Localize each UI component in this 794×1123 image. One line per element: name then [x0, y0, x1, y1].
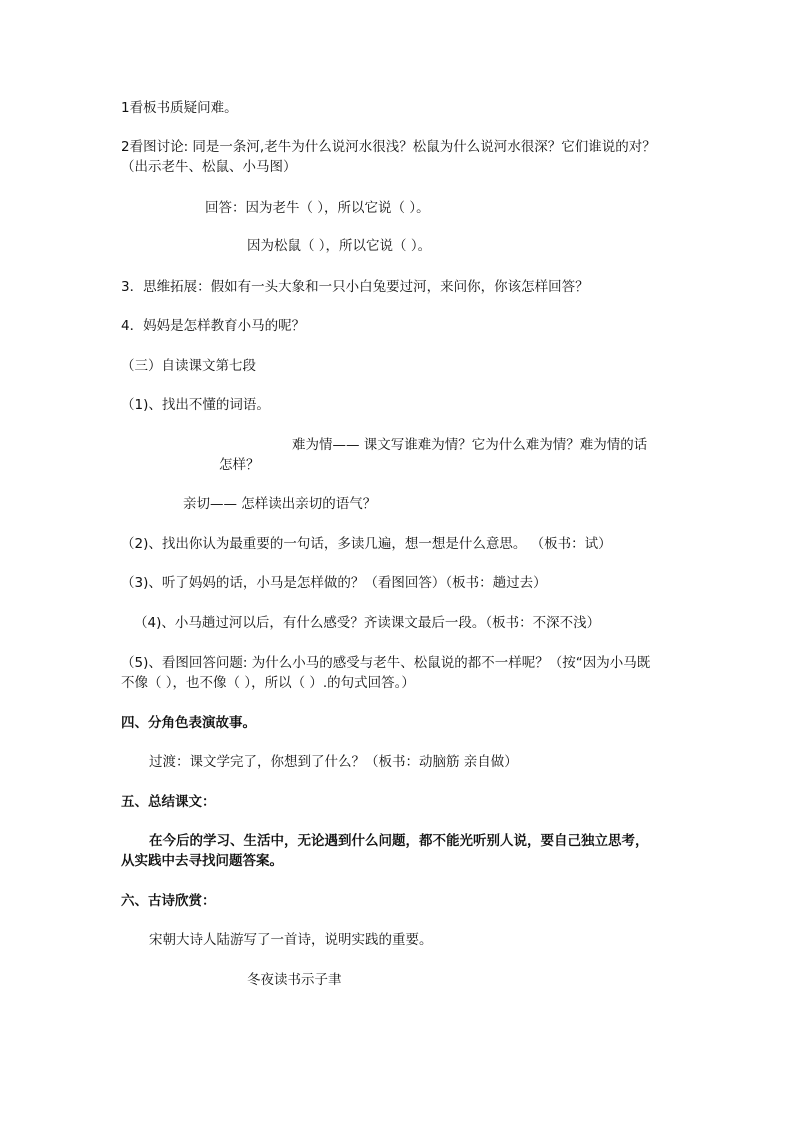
- sub-3-line: （3)、听了妈妈的话，小马是怎样做的？（看图回答）（板书：趟过去）: [121, 575, 547, 591]
- sub-2-line: （2)、找出你认为最重要的一句话，多读几遍，想一想是什么意思。 （板书：试）: [121, 536, 612, 552]
- sub-5-continuation: 不像（ ），也不像（ ），所以（ ）.的句式回答。）: [121, 675, 415, 691]
- answer-squirrel-line: 因为松鼠（ ），所以它说（ ）。: [247, 238, 432, 254]
- transition-line: 过渡：课文学完了，你想到了什么？（板书：动脑筋 亲自做）: [149, 754, 518, 770]
- poem-intro-line: 宋朝大诗人陆游写了一首诗，说明实践的重要。: [149, 932, 433, 948]
- summary-line-2: 从实践中去寻找问题答案。: [121, 853, 283, 869]
- step-3-line: 3．思维拓展：假如有一头大象和一只小白兔要过河，来问你，你该怎样回答？: [121, 279, 589, 295]
- step-4-line: 4．妈妈是怎样教育小马的呢？: [121, 318, 306, 334]
- poem-title-line: 冬夜读书示子聿: [247, 972, 342, 988]
- section-5-heading: 五、总结课文：: [121, 794, 216, 810]
- answer-ox-line: 回答：因为老牛（ ），所以它说（ ）。: [205, 200, 430, 216]
- kind-term-line: 亲切—— 怎样读出亲切的语气？: [183, 496, 377, 512]
- step-1-line: 1看板书质疑问难。: [121, 100, 238, 116]
- sub-1-line: （1)、找出不懂的词语。: [121, 397, 270, 413]
- sub-4-line: （4)、小马趟过河以后，有什么感受？齐读课文最后一段。（板书：不深不浅）: [134, 615, 601, 631]
- embarrassed-term-continuation: 怎样？: [219, 457, 260, 473]
- section-4-heading: 四、分角色表演故事。: [121, 715, 256, 731]
- embarrassed-term-line: 难为情—— 课文写谁难为情？它为什么难为情？难为情的话: [292, 437, 648, 453]
- summary-line-1: 在今后的学习、生活中，无论遇到什么问题，都不能光听别人说，要自己独立思考，: [149, 833, 649, 849]
- step-2-picture-note-line: （出示老牛、松鼠、小马图）: [121, 159, 297, 175]
- step-2-question-line: 2看图讨论: 同是一条河,老牛为什么说河水很浅？松鼠为什么说河水很深？它们谁说的对？: [121, 139, 656, 155]
- sub-5-line: （5)、看图回答问题: 为什么小马的感受与老牛、松鼠说的都不一样呢？（按“因为小马既: [121, 655, 651, 671]
- section-6-heading: 六、古诗欣赏：: [121, 893, 216, 909]
- section-3-heading: （三）自读课文第七段: [121, 358, 256, 374]
